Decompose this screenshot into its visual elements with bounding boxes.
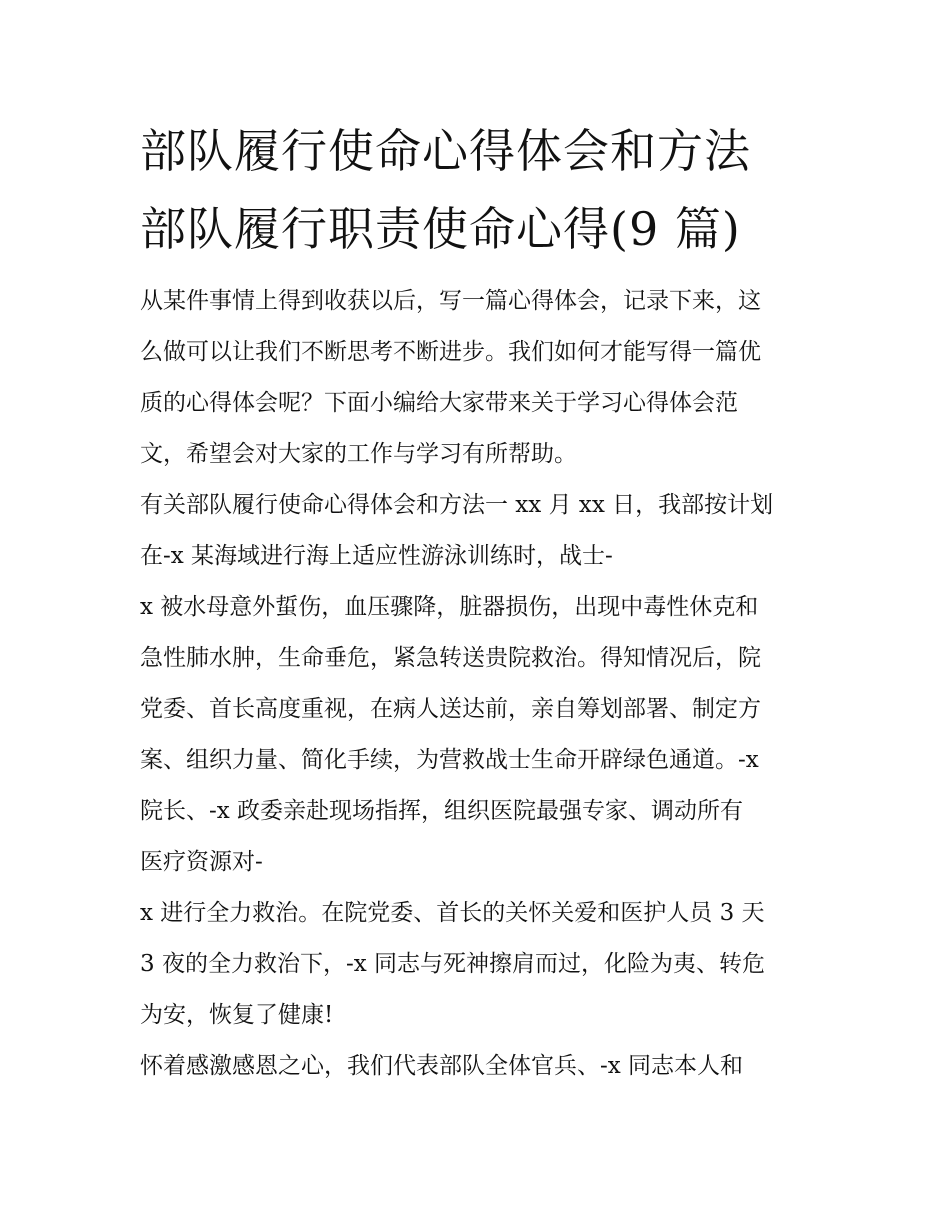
document-title xyxy=(140,112,820,268)
body-line: 急性肺水肿，生命垂危，紧急转送贵院救治。得知情况后，院 xyxy=(140,645,761,671)
body-line: 么做可以让我们不断思考不断进步。我们如何才能写得一篇优 xyxy=(140,339,761,365)
body-line: 有关部队履行使命心得体会和方法一 xx 月 xx 日，我部按计划 xyxy=(140,492,774,518)
body-line: 为安，恢复了健康! xyxy=(140,1002,334,1028)
body-line: 文，希望会对大家的工作与学习有所帮助。 xyxy=(140,441,577,467)
document-body xyxy=(140,276,812,1092)
title-line-2: 部队履行职责使命心得(9 篇) xyxy=(140,202,741,256)
body-line: 3 夜的全力救治下，-x 同志与死神擦肩而过，化险为夷、转危 xyxy=(140,951,765,977)
body-line: x 被水母意外蜇伤，血压骤降，脏器损伤，出现中毒性休克和 xyxy=(140,594,759,620)
body-line: 院长、-x 政委亲赴现场指挥，组织医院最强专家、调动所有 xyxy=(140,798,744,824)
title-line-1: 部队履行使命心得体会和方法 xyxy=(140,124,751,178)
body-line: 党委、首长高度重视，在病人送达前，亲自筹划部署、制定方 xyxy=(140,696,761,722)
body-line: x 进行全力救治。在院党委、首长的关怀关爱和医护人员 3 天 xyxy=(140,900,765,926)
body-line: 从某件事情上得到收获以后，写一篇心得体会，记录下来，这 xyxy=(140,288,761,314)
body-line: 案、组织力量、简化手续，为营救战士生命开辟绿色通道。-x xyxy=(140,747,759,773)
body-line: 怀着感激感恩之心，我们代表部队全体官兵、-x 同志本人和 xyxy=(140,1053,744,1079)
body-line: 医疗资源对- xyxy=(140,849,263,875)
body-line: 质的心得体会呢？下面小编给大家带来关于学习心得体会范 xyxy=(140,390,738,416)
body-line: 在-x 某海域进行海上适应性游泳训练时，战士- xyxy=(140,543,613,569)
